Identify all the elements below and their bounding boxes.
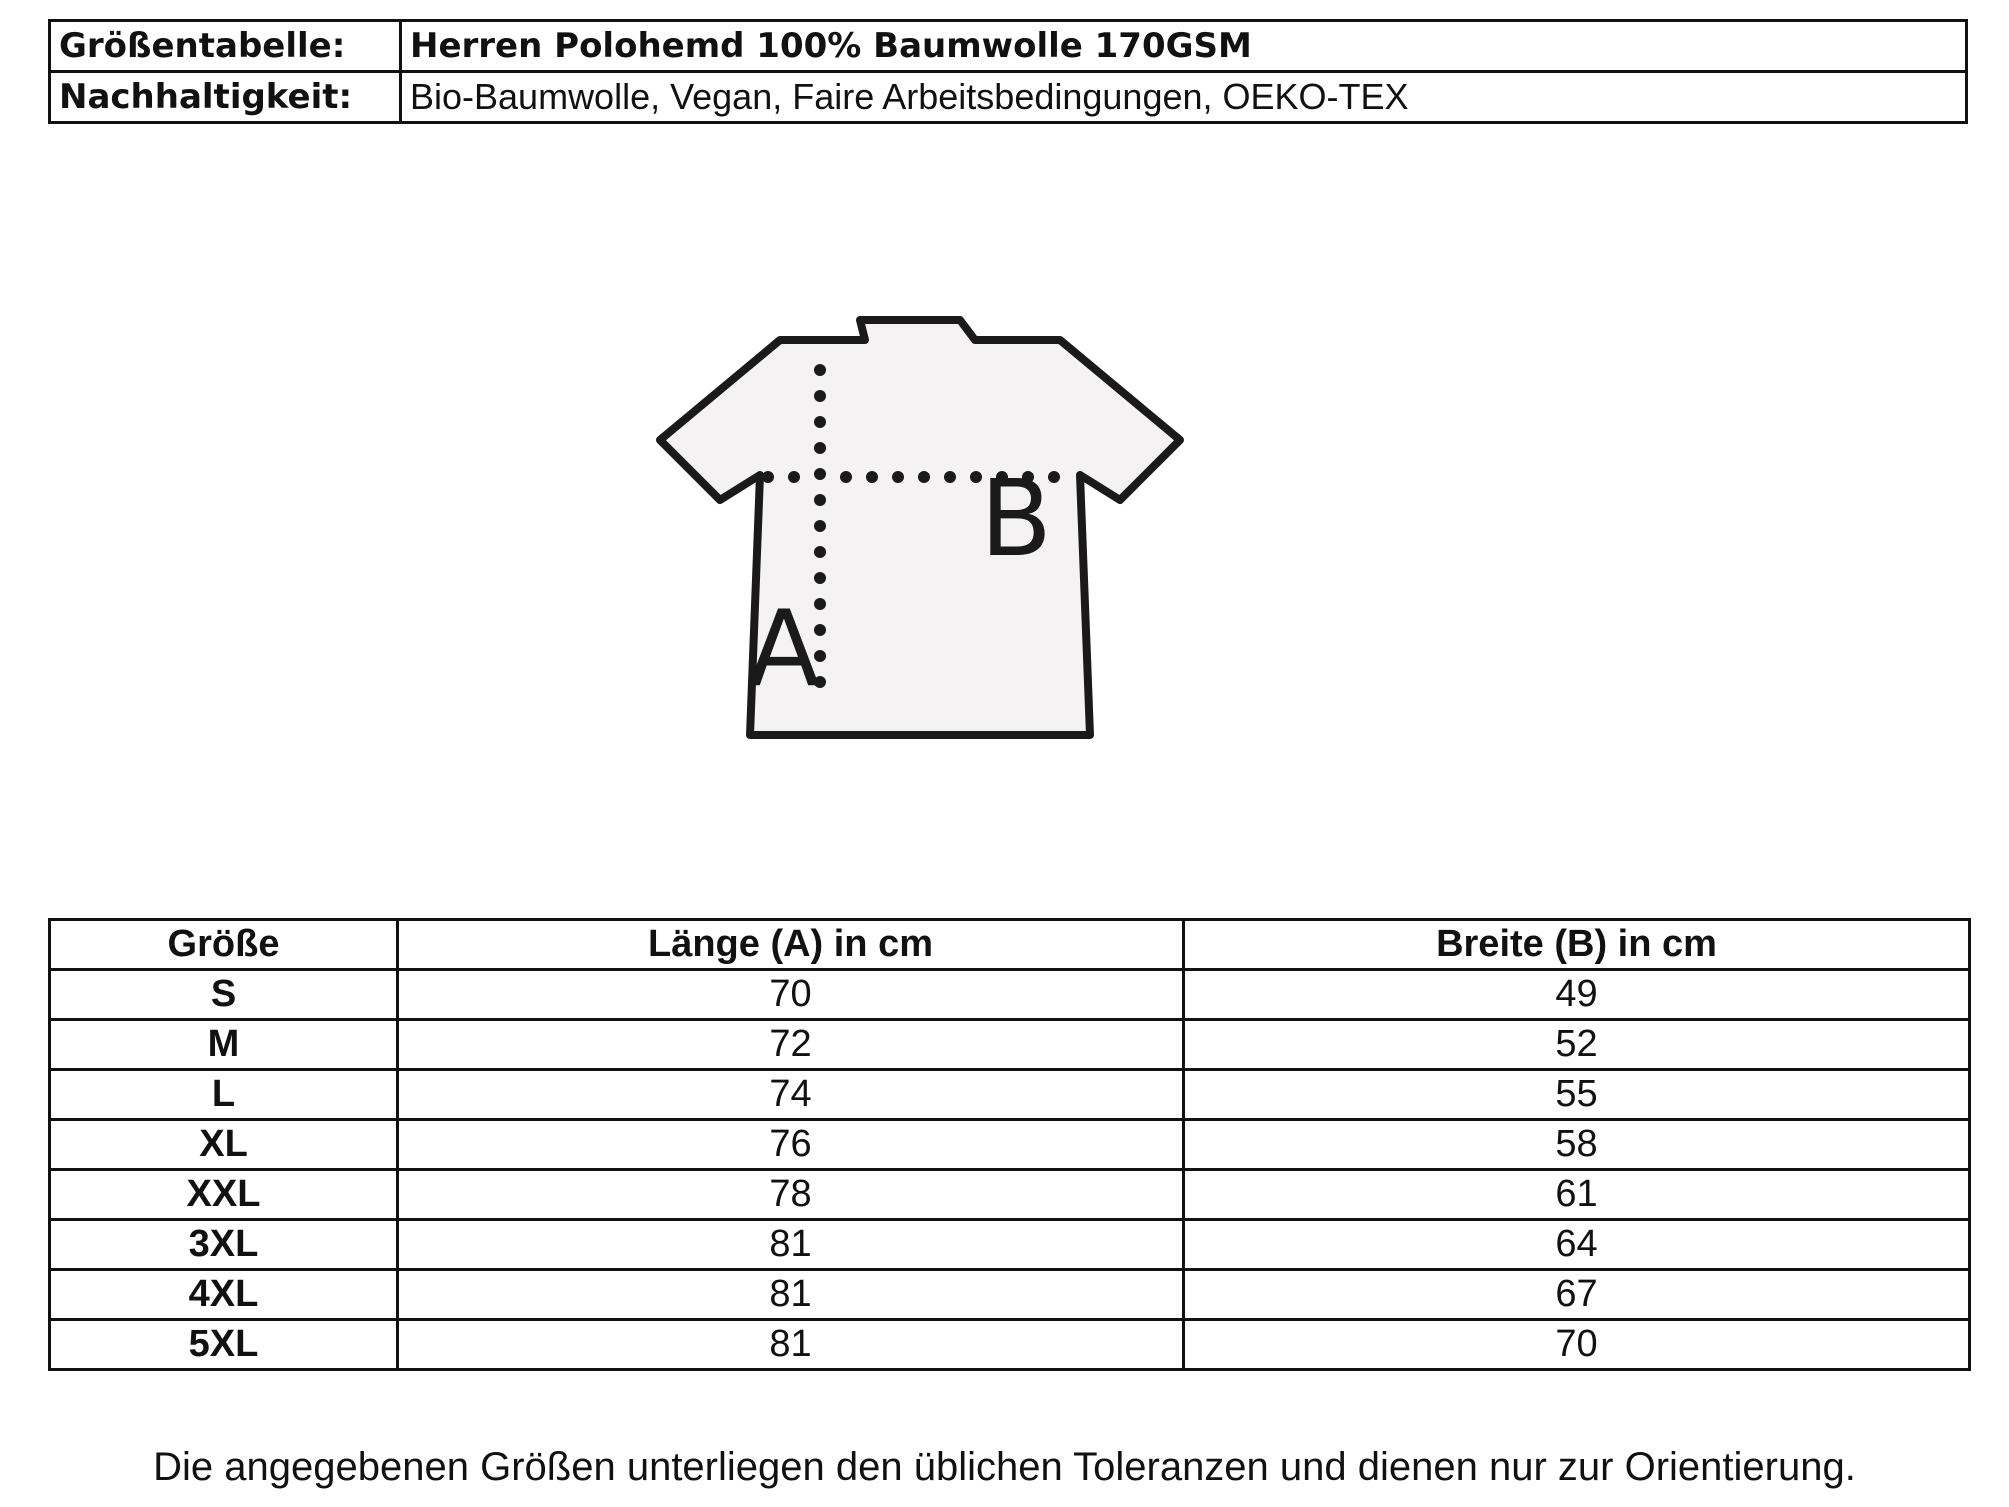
table-row xyxy=(50,1170,1970,1220)
size-chart-table xyxy=(48,918,1971,1371)
length-cell: 78 xyxy=(398,1170,1184,1220)
header-width: Breite (B) in cm xyxy=(1184,920,1970,970)
length-cell: 81 xyxy=(398,1220,1184,1270)
info-row-size-chart xyxy=(50,21,1967,72)
size-cell: S xyxy=(50,970,398,1020)
length-cell: 70 xyxy=(398,970,1184,1020)
table-row xyxy=(50,1320,1970,1370)
length-cell: 76 xyxy=(398,1120,1184,1170)
product-info-table xyxy=(48,19,1968,124)
t-shirt-measurement-icon xyxy=(620,300,1220,760)
label-a: A xyxy=(748,588,820,710)
length-cell: 81 xyxy=(398,1320,1184,1370)
header-length: Länge (A) in cm xyxy=(398,920,1184,970)
table-row xyxy=(50,1020,1970,1070)
size-cell: XXL xyxy=(50,1170,398,1220)
width-cell: 55 xyxy=(1184,1070,1970,1120)
table-row xyxy=(50,970,1970,1020)
info-label: Nachhaltigkeit: xyxy=(50,72,401,123)
width-cell: 61 xyxy=(1184,1170,1970,1220)
info-value: Bio-Baumwolle, Vegan, Faire Arbeitsbedingungen, OEKO-TEX xyxy=(401,72,1967,123)
size-cell: 4XL xyxy=(50,1270,398,1320)
tolerance-footnote: Die angegebenen Größen unterliegen den üblichen Toleranzen und dienen nur zur Orientierung. xyxy=(153,1445,1856,1489)
info-row-sustainability xyxy=(50,72,1967,123)
size-cell: XL xyxy=(50,1120,398,1170)
width-cell: 58 xyxy=(1184,1120,1970,1170)
header-size: Größe xyxy=(50,920,398,970)
width-cell: 64 xyxy=(1184,1220,1970,1270)
length-cell: 72 xyxy=(398,1020,1184,1070)
width-cell: 49 xyxy=(1184,970,1970,1020)
info-value: Herren Polohemd 100% Baumwolle 170GSM xyxy=(401,21,1967,72)
size-cell: 3XL xyxy=(50,1220,398,1270)
label-b: B xyxy=(980,458,1053,580)
info-label: Größentabelle: xyxy=(50,21,401,72)
width-cell: 70 xyxy=(1184,1320,1970,1370)
length-cell: 74 xyxy=(398,1070,1184,1120)
size-cell: L xyxy=(50,1070,398,1120)
size-cell: 5XL xyxy=(50,1320,398,1370)
table-row xyxy=(50,1070,1970,1120)
table-row xyxy=(50,1220,1970,1270)
t-shirt-outline xyxy=(660,320,1180,735)
size-table-header xyxy=(50,920,1970,970)
table-row xyxy=(50,1120,1970,1170)
width-cell: 52 xyxy=(1184,1020,1970,1070)
width-cell: 67 xyxy=(1184,1270,1970,1320)
size-cell: M xyxy=(50,1020,398,1070)
length-cell: 81 xyxy=(398,1270,1184,1320)
table-row xyxy=(50,1270,1970,1320)
